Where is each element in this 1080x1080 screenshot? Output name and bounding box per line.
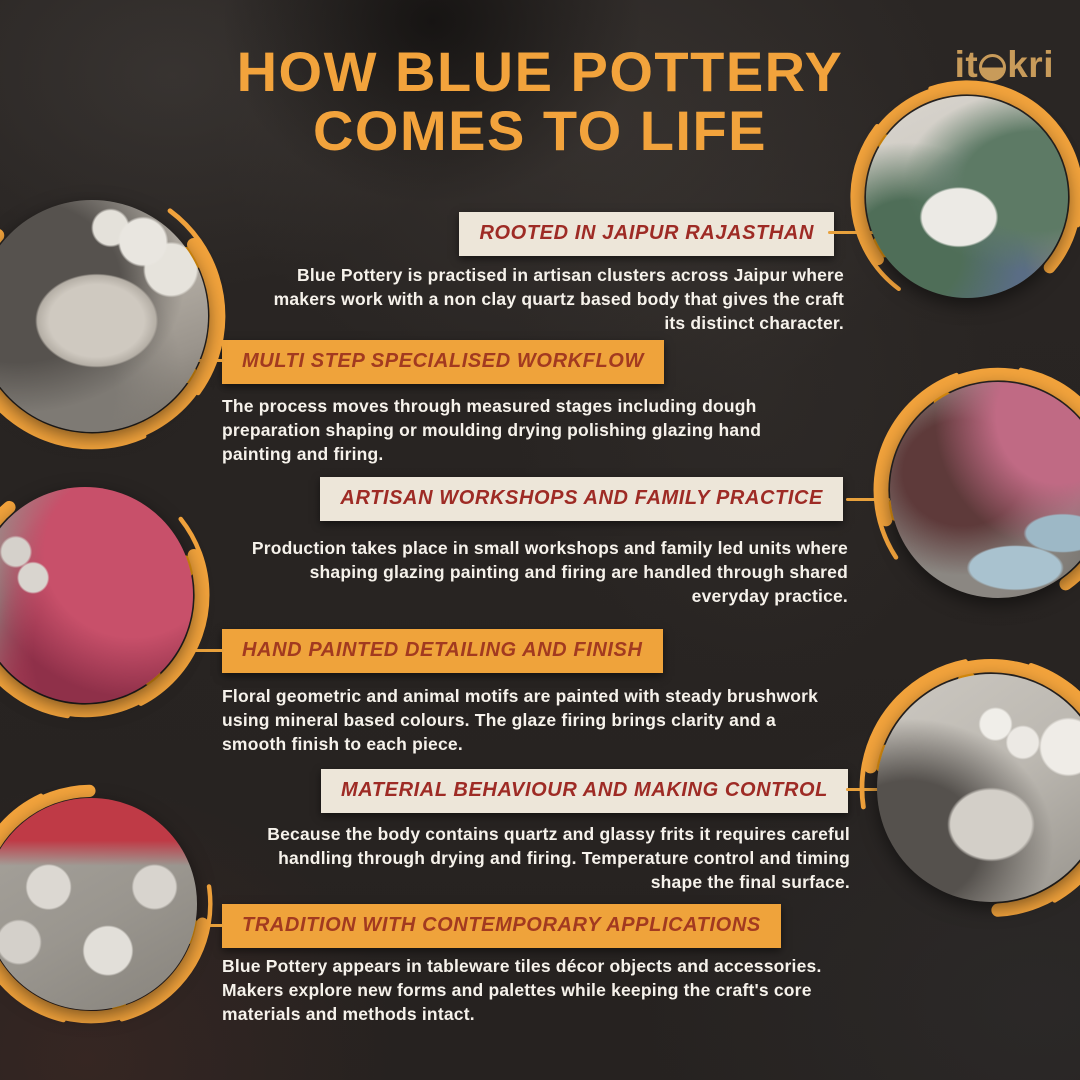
section-heading-bar: [222, 904, 781, 948]
artisan-painting-blue-bowl-photo: [866, 96, 1069, 299]
page-title-line2: COMES TO LIFE: [312, 99, 768, 163]
page-title: [140, 42, 940, 161]
photo-circle-left-bottom: [0, 781, 214, 1027]
brand-logo-text-pre: it: [954, 44, 979, 85]
photo-circle-right-bottom: [858, 655, 1080, 921]
section-heading: ARTISAN WORKSHOPS AND FAMILY PRACTICE: [340, 487, 823, 509]
section-body: Production takes place in small workshops and family led units where shaping glazing painting and firing are handled through shared everyday practice.: [251, 538, 848, 607]
section-body: Blue Pottery appears in tableware tiles décor objects and accessories. Makers explore new forms and palettes while keeping the craft's core materials and methods intact.: [222, 956, 822, 1025]
section-heading: MULTI STEP SPECIALISED WORKFLOW: [242, 350, 644, 372]
section-heading: ROOTED IN JAIPUR RAJASTHAN: [479, 222, 814, 244]
section-body: The process moves through measured stages including dough preparation shaping or moulding drying polishing glazing hand painting and firing.: [222, 396, 762, 465]
photo-circle-right-middle: [872, 364, 1080, 616]
section-body: Floral geometric and animal motifs are painted with steady brushwork using mineral based colours. The glaze firing brings clarity and a smooth finish to each piece.: [222, 686, 819, 755]
section-heading: HAND PAINTED DETAILING AND FINISH: [242, 639, 643, 661]
photo-circle-right-top: [849, 79, 1080, 315]
section-body: Blue Pottery is practised in artisan clusters across Jaipur where makers work with a non clay quartz based body that gives the craft its distinct character.: [273, 265, 844, 334]
photo-circle-left-middle: [0, 469, 211, 721]
logo-bowl-o-icon: [979, 54, 1006, 81]
section-heading-bar: [459, 212, 834, 256]
section-heading-bar: [321, 769, 848, 813]
section-heading-bar: [222, 340, 664, 384]
section-heading-bar: [222, 629, 663, 673]
page-title-line1: HOW BLUE POTTERY: [236, 40, 844, 103]
section-heading: MATERIAL BEHAVIOUR AND MAKING CONTROL: [341, 779, 828, 801]
brand-logo-text-post: kri: [1007, 44, 1054, 85]
section-body: Because the body contains quartz and glassy frits it requires careful handling through drying and firing. Temperature control and timing shape the final surface.: [267, 824, 850, 893]
section-heading: TRADITION WITH CONTEMPORARY APPLICATIONS: [242, 914, 761, 936]
section-heading-bar: [320, 477, 843, 521]
photo-circle-left-top: [0, 181, 227, 451]
